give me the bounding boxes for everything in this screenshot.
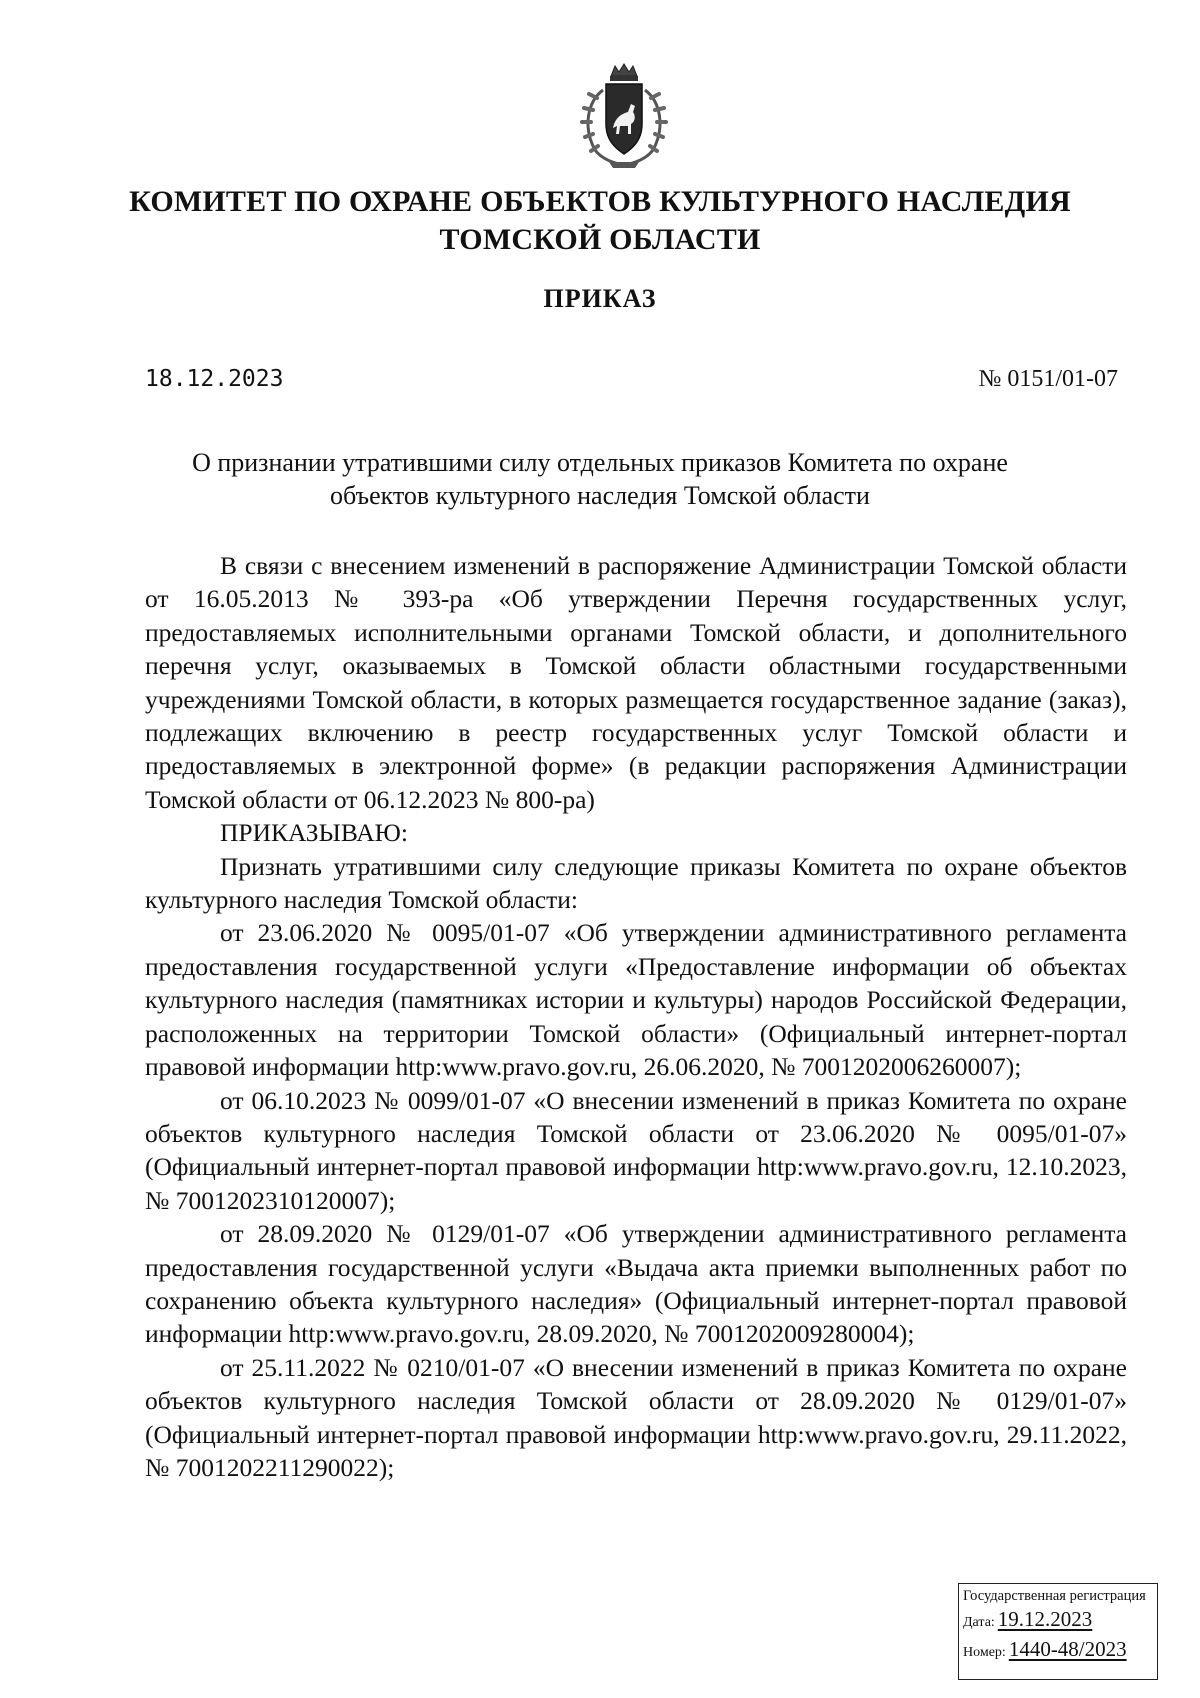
registration-date-label: Дата: [963, 1615, 995, 1630]
repealed-order-item: от 25.11.2022 № 0210/01-07 «О внесении изменений в приказ Комитета по охране объектов культурного наследия Томской области от 28.09.2020 № 0129/01-07» (Официальный интернет-портал правовой информации http:www.pravo.gov.ru, 29.11.2022, № 7001202211290022); [145, 1352, 1127, 1482]
registration-date-value: 19.12.2023 [997, 1607, 1093, 1631]
repealed-order-item: от 06.10.2023 № 0099/01-07 «О внесении изменений в приказ Комитета по охране объектов культурного наследия Томской области от 23.06.2020 № 0095/01-07» (Официальный интернет-портал правовой информации http:www.pravo.gov.ru, 12.10.2023, № 7001202310120007); [145, 1085, 1127, 1215]
registration-stamp [958, 1583, 1158, 1680]
document-body [145, 549, 1127, 1484]
document-number: № 0151/01-07 [978, 366, 1118, 392]
registration-number-label: Номер: [963, 1645, 1006, 1660]
registration-date-row [963, 1606, 1153, 1636]
organization-title [80, 183, 1120, 259]
organization-title-line2: ТОМСКОЙ ОБЛАСТИ [439, 223, 761, 256]
order-keyword: ПРИКАЗЫВАЮ: [220, 818, 408, 848]
registration-number-value: 1440-48/2023 [1008, 1637, 1127, 1661]
repealed-order-item: от 28.09.2020 № 0129/01-07 «Об утверждении административного регламента предоставления государственной услуги «Выдача акта приемки выполненных работ по сохранению объекта культурного наследия» (Официальный интернет-портал правовой информации http:www.pravo.gov.ru, 28.09.2020, № 7001202009280004); [145, 1219, 1127, 1349]
document-date: 18.12.2023 [145, 366, 284, 392]
repealed-order-item: от 23.06.2020 № 0095/01-07 «Об утверждении административного регламента предоставления государственной услуги «Предоставление информации об объектах культурного наследия (памятниках истории и культуры) народов Российской Федерации, расположенных на территории Томской области» (Официальный интернет-портал правовой информации http:www.pravo.gov.ru, 26.06.2020, № 7001202006260007); [145, 918, 1127, 1082]
registration-number-row [963, 1636, 1153, 1666]
subject-line2: объектов культурного наследия Томской области [330, 481, 870, 510]
subject-line1: О признании утратившими силу отдельных приказов Комитета по охране [192, 448, 1008, 477]
document-type: ПРИКАЗ [543, 284, 657, 313]
organization-title-line1: КОМИТЕТ ПО ОХРАНЕ ОБЪЕКТОВ КУЛЬТУРНОГО НАСЛЕДИЯ [129, 185, 1071, 218]
preamble-paragraph: В связи с внесением изменений в распоряжение Администрации Томской области от 16.05.2013 № 393-ра «Об утверждении Перечня государственных услуг, предоставляемых исполнительными органами Томской области, и дополнительного перечня услуг, оказываемых в Томской области областными государственными учреждениями Томской области, в которых размещается государственное задание (заказ), подлежащих включению в реестр государственных услуг Томской области и предоставляемых в электронной форме» (в редакции распоряжения Администрации Томской области от 06.12.2023 № 800-ра) [145, 551, 1127, 814]
registration-title: Государственная регистрация [963, 1588, 1146, 1604]
intro-paragraph: Признать утратившими силу следующие приказы Комитета по охране объектов культурного наследия Томской области: [145, 851, 1127, 915]
document-subject [120, 446, 1080, 512]
coat-of-arms-icon [573, 62, 675, 170]
